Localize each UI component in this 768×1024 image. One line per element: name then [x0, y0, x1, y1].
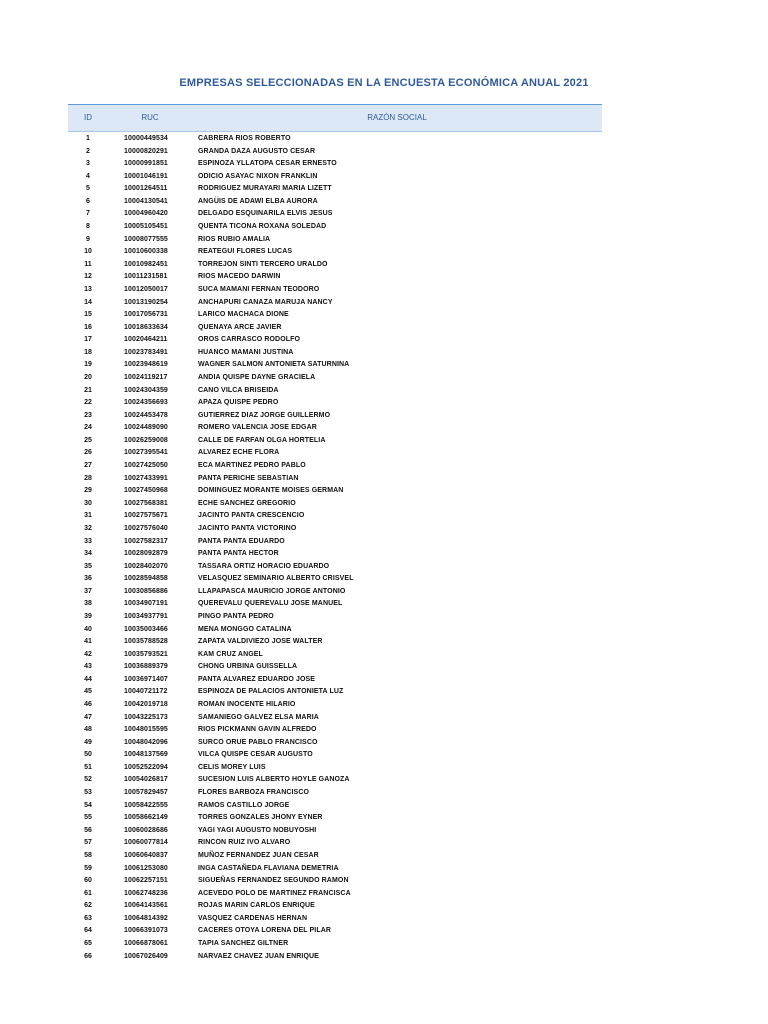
row-id: 37 [84, 587, 92, 595]
row-razon-social: SUCESION LUIS ALBERTO HOYLE GANOZA [198, 776, 350, 784]
row-id: 58 [84, 851, 92, 859]
table-body [68, 133, 602, 963]
row-razon-social: APAZA QUISPE PEDRO [198, 399, 279, 407]
row-id: 28 [84, 474, 92, 482]
row-ruc: 10062257151 [124, 877, 168, 885]
row-id: 54 [84, 801, 92, 809]
row-razon-social: PINGO PANTA PEDRO [198, 612, 274, 620]
table-row [68, 649, 602, 662]
table-row [68, 498, 602, 511]
table-row [68, 208, 602, 221]
row-razon-social: DELGADO ESQUINARILA ELVIS JESUS [198, 210, 333, 218]
table-row [68, 611, 602, 624]
row-id: 42 [84, 650, 92, 658]
row-ruc: 10024453478 [124, 411, 168, 419]
row-ruc: 10024356693 [124, 399, 168, 407]
row-ruc: 10061253080 [124, 864, 168, 872]
row-razon-social: ESPINOZA YLLATOPA CESAR ERNESTO [198, 160, 337, 168]
row-razon-social: PANTA PANTA HECTOR [198, 550, 279, 558]
row-razon-social: SUCA MAMANI FERNAN TEODORO [198, 285, 320, 293]
row-id: 64 [84, 927, 92, 935]
row-ruc: 10034937791 [124, 612, 168, 620]
row-id: 40 [84, 625, 92, 633]
row-razon-social: ALVAREZ ECHE FLORA [198, 449, 280, 457]
row-id: 12 [84, 273, 92, 281]
table-header [68, 104, 602, 132]
row-razon-social: PANTA PERICHE SEBASTIAN [198, 474, 299, 482]
row-id: 18 [84, 348, 92, 356]
row-id: 26 [84, 449, 92, 457]
row-razon-social: GUTIERREZ DIAZ JORGE GUILLERMO [198, 411, 331, 419]
table-row [68, 246, 602, 259]
row-razon-social: TORREJON SINTI TERCERO URALDO [198, 260, 328, 268]
row-ruc: 10024119217 [124, 373, 168, 381]
row-id: 35 [84, 562, 92, 570]
row-razon-social: VILCA QUISPE CESAR AUGUSTO [198, 751, 313, 759]
column-header-razon-social: RAZÓN SOCIAL [367, 113, 427, 122]
row-id: 50 [84, 751, 92, 759]
table-row [68, 146, 602, 159]
row-razon-social: JACINTO PANTA VICTORINO [198, 524, 297, 532]
table-row [68, 800, 602, 813]
row-id: 48 [84, 726, 92, 734]
row-ruc: 10024489090 [124, 424, 168, 432]
row-razon-social: TORRES GONZALES JHONY EYNER [198, 814, 323, 822]
row-razon-social: ODICIO ASAYAC NIXON FRANKLIN [198, 172, 318, 180]
row-ruc: 10060077814 [124, 839, 168, 847]
row-razon-social: OROS CARRASCO RODOLFO [198, 336, 301, 344]
row-razon-social: LLAPAPASCA MAURICIO JORGE ANTONIO [198, 587, 346, 595]
row-id: 49 [84, 738, 92, 746]
row-razon-social: PANTA PANTA EDUARDO [198, 537, 285, 545]
row-razon-social: ANCHAPURI CANAZA MARUJA NANCY [198, 298, 333, 306]
table-row [68, 925, 602, 938]
row-ruc: 10023948619 [124, 361, 168, 369]
row-id: 46 [84, 701, 92, 709]
row-ruc: 10024304359 [124, 386, 168, 394]
row-id: 16 [84, 323, 92, 331]
row-ruc: 10034907191 [124, 600, 168, 608]
row-ruc: 10008077555 [124, 235, 168, 243]
row-ruc: 10064814392 [124, 914, 168, 922]
row-ruc: 10057829457 [124, 789, 168, 797]
row-razon-social: WAGNER SALMON ANTONIETA SATURNINA [198, 361, 350, 369]
row-razon-social: CELIS MOREY LUIS [198, 763, 266, 771]
table-row [68, 435, 602, 448]
row-razon-social: RAMOS CASTILLO JORGE [198, 801, 290, 809]
row-id: 45 [84, 688, 92, 696]
table-row [68, 812, 602, 825]
row-ruc: 10012050017 [124, 285, 168, 293]
row-id: 59 [84, 864, 92, 872]
row-id: 36 [84, 575, 92, 583]
column-header-id: ID [84, 113, 92, 122]
row-ruc: 10048137569 [124, 751, 168, 759]
row-id: 30 [84, 499, 92, 507]
row-razon-social: GRANDA DAZA AUGUSTO CESAR [198, 147, 316, 155]
row-razon-social: CACERES OTOYA LORENA DEL PILAR [198, 927, 332, 935]
row-razon-social: INGA CASTAÑEDA FLAVIANA DEMETRIA [198, 864, 339, 872]
table-row [68, 875, 602, 888]
row-ruc: 10035793521 [124, 650, 168, 658]
page-title: EMPRESAS SELECCIONADAS EN LA ENCUESTA ECONÓMICA ANUAL 2021 [179, 77, 589, 89]
row-razon-social: NARVAEZ CHAVEZ JUAN ENRIQUE [198, 952, 319, 960]
row-id: 51 [84, 763, 92, 771]
row-ruc: 10028402070 [124, 562, 168, 570]
table-row [68, 523, 602, 536]
table-row [68, 837, 602, 850]
row-id: 15 [84, 311, 92, 319]
row-ruc: 10067026409 [124, 952, 168, 960]
row-razon-social: SURCO ORUE PABLO FRANCISCO [198, 738, 318, 746]
row-ruc: 10027395541 [124, 449, 168, 457]
row-razon-social: ECA MARTINEZ PEDRO PABLO [198, 462, 306, 470]
row-ruc: 10066878061 [124, 940, 168, 947]
table-row [68, 397, 602, 410]
table-row [68, 850, 602, 863]
row-id: 41 [84, 638, 92, 646]
row-ruc: 10001264511 [124, 185, 168, 193]
row-id: 9 [86, 235, 90, 243]
table-row [68, 774, 602, 787]
row-ruc: 10040721172 [124, 688, 168, 696]
row-ruc: 10066391073 [124, 927, 168, 935]
table-row [68, 674, 602, 687]
row-id: 19 [84, 361, 92, 369]
table-row [68, 460, 602, 473]
row-ruc: 10060028686 [124, 826, 168, 834]
row-ruc: 10042019718 [124, 701, 168, 709]
row-id: 27 [84, 462, 92, 470]
table-row [68, 561, 602, 574]
row-razon-social: ROJAS MARIN CARLOS ENRIQUE [198, 902, 315, 910]
table-row [68, 196, 602, 209]
row-ruc: 10058422555 [124, 801, 168, 809]
row-ruc: 10027433991 [124, 474, 168, 482]
row-id: 57 [84, 839, 92, 847]
table-row [68, 183, 602, 196]
row-ruc: 10062748236 [124, 889, 168, 897]
row-razon-social: TAPIA SANCHEZ GILTNER [198, 940, 289, 947]
table-row [68, 712, 602, 725]
row-ruc: 10020464211 [124, 336, 168, 344]
row-razon-social: RINCON RUIZ IVO ALVARO [198, 839, 291, 847]
row-razon-social: ROMAN INOCENTE HILARIO [198, 701, 296, 709]
row-id: 7 [86, 210, 90, 218]
column-header-ruc: RUC [141, 113, 159, 122]
row-ruc: 10010982451 [124, 260, 168, 268]
table-row [68, 422, 602, 435]
row-ruc: 10000991851 [124, 160, 168, 168]
row-ruc: 10060640837 [124, 851, 168, 859]
table-row [68, 938, 602, 951]
row-razon-social: TASSARA ORTIZ HORACIO EDUARDO [198, 562, 330, 570]
row-razon-social: ACEVEDO POLO DE MARTINEZ FRANCISCA [198, 889, 351, 897]
companies-table [68, 104, 602, 963]
row-razon-social: CALLE DE FARFAN OLGA HORTELIA [198, 436, 326, 444]
table-row [68, 951, 602, 964]
row-id: 43 [84, 663, 92, 671]
row-ruc: 10052522094 [124, 763, 168, 771]
table-row [68, 900, 602, 913]
table-row [68, 347, 602, 360]
row-ruc: 10027576040 [124, 524, 168, 532]
row-razon-social: RIOS MACEDO DARWIN [198, 273, 281, 281]
row-ruc: 10010600338 [124, 248, 168, 256]
table-row [68, 699, 602, 712]
row-ruc: 10027575671 [124, 512, 168, 520]
row-razon-social: HUANCO MAMANI JUSTINA [198, 348, 294, 356]
row-id: 14 [84, 298, 92, 306]
table-row [68, 686, 602, 699]
row-ruc: 10023783491 [124, 348, 168, 356]
row-ruc: 10064143561 [124, 902, 168, 910]
row-razon-social: CHONG URBINA GUISSELLA [198, 663, 298, 671]
row-id: 63 [84, 914, 92, 922]
row-id: 44 [84, 675, 92, 683]
table-row [68, 485, 602, 498]
row-ruc: 10035788528 [124, 638, 168, 646]
table-row [68, 825, 602, 838]
row-id: 17 [84, 336, 92, 344]
row-id: 47 [84, 713, 92, 721]
row-id: 4 [86, 172, 90, 180]
row-razon-social: RODRIGUEZ MURAYARI MARIA LIZETT [198, 185, 332, 193]
row-ruc: 10013190254 [124, 298, 168, 306]
table-row [68, 624, 602, 637]
row-id: 5 [86, 185, 90, 193]
row-razon-social: DOMINGUEZ MORANTE MOISES GERMAN [198, 487, 344, 495]
row-id: 21 [84, 386, 92, 394]
row-razon-social: PANTA ALVAREZ EDUARDO JOSE [198, 675, 316, 683]
table-row [68, 586, 602, 599]
row-ruc: 10035003466 [124, 625, 168, 633]
row-ruc: 10036971407 [124, 675, 168, 683]
table-row [68, 888, 602, 901]
row-razon-social: KAM CRUZ ANGEL [198, 650, 263, 658]
row-razon-social: QUEREVALU QUEREVALU JOSE MANUEL [198, 600, 343, 608]
row-ruc: 10036889379 [124, 663, 168, 671]
row-id: 62 [84, 902, 92, 910]
row-id: 24 [84, 424, 92, 432]
table-row [68, 271, 602, 284]
table-row [68, 359, 602, 372]
row-id: 25 [84, 436, 92, 444]
row-id: 66 [84, 952, 92, 960]
table-row [68, 573, 602, 586]
row-ruc: 10004130541 [124, 197, 168, 205]
row-ruc: 10043225173 [124, 713, 168, 721]
row-razon-social: RIOS PICKMANN GAVIN ALFREDO [198, 726, 317, 734]
table-row [68, 548, 602, 561]
row-ruc: 10011231581 [124, 273, 168, 281]
row-ruc: 10001046191 [124, 172, 168, 180]
row-id: 32 [84, 524, 92, 532]
row-id: 65 [84, 940, 92, 947]
row-id: 23 [84, 411, 92, 419]
table-row [68, 536, 602, 549]
row-id: 8 [86, 223, 90, 231]
row-id: 11 [84, 260, 92, 268]
table-row [68, 661, 602, 674]
row-id: 60 [84, 877, 92, 885]
row-razon-social: SIGUEÑAS FERNANDEZ SEGUNDO RAMON [198, 877, 349, 885]
row-id: 20 [84, 373, 92, 381]
row-ruc: 10000449534 [124, 135, 168, 142]
row-ruc: 10027582317 [124, 537, 168, 545]
row-razon-social: ESPINOZA DE PALACIOS ANTONIETA LUZ [198, 688, 344, 696]
row-id: 10 [84, 248, 92, 256]
table-row [68, 787, 602, 800]
row-ruc: 10005105451 [124, 223, 168, 231]
row-id: 61 [84, 889, 92, 897]
row-razon-social: ECHE SANCHEZ GREGORIO [198, 499, 296, 507]
row-id: 55 [84, 814, 92, 822]
row-ruc: 10028092879 [124, 550, 168, 558]
row-razon-social: LARICO MACHACA DIONE [198, 311, 289, 319]
row-razon-social: ZAPATA VALDIVIEZO JOSE WALTER [198, 638, 323, 646]
table-row [68, 133, 602, 146]
table-row [68, 724, 602, 737]
row-razon-social: ANDIA QUISPE DAYNE GRACIELA [198, 373, 316, 381]
table-row [68, 447, 602, 460]
table-row [68, 297, 602, 310]
row-id: 13 [84, 285, 92, 293]
table-row [68, 322, 602, 335]
row-ruc: 10028594858 [124, 575, 168, 583]
table-row [68, 636, 602, 649]
row-razon-social: REATEGUI FLORES LUCAS [198, 248, 293, 256]
row-razon-social: JACINTO PANTA CRESCENCIO [198, 512, 305, 520]
row-ruc: 10027450968 [124, 487, 168, 495]
row-id: 31 [84, 512, 92, 520]
row-id: 56 [84, 826, 92, 834]
row-ruc: 10004960420 [124, 210, 168, 218]
row-razon-social: MENA MONGGO CATALINA [198, 625, 292, 633]
row-id: 3 [86, 160, 90, 168]
row-razon-social: ROMERO VALENCIA JOSE EDGAR [198, 424, 317, 432]
row-id: 29 [84, 487, 92, 495]
row-ruc: 10058662149 [124, 814, 168, 822]
row-ruc: 10027425050 [124, 462, 168, 470]
table-row [68, 473, 602, 486]
row-razon-social: QUENAYA ARCE JAVIER [198, 323, 282, 331]
row-razon-social: CANO VILCA BRISEIDA [198, 386, 279, 394]
table-row [68, 334, 602, 347]
table-row [68, 762, 602, 775]
row-id: 1 [86, 135, 90, 142]
table-row [68, 284, 602, 297]
table-row [68, 737, 602, 750]
table-row [68, 863, 602, 876]
row-ruc: 10000820291 [124, 147, 168, 155]
row-ruc: 10054026817 [124, 776, 168, 784]
table-row [68, 309, 602, 322]
row-ruc: 10026259008 [124, 436, 168, 444]
row-razon-social: CABRERA RIOS ROBERTO [198, 135, 291, 142]
row-id: 52 [84, 776, 92, 784]
row-id: 38 [84, 600, 92, 608]
row-id: 39 [84, 612, 92, 620]
table-row [68, 234, 602, 247]
row-razon-social: RIOS RUBIO AMALIA [198, 235, 271, 243]
row-id: 34 [84, 550, 92, 558]
row-razon-social: VASQUEZ CARDENAS HERNAN [198, 914, 308, 922]
row-id: 2 [86, 147, 90, 155]
row-id: 22 [84, 399, 92, 407]
table-row [68, 171, 602, 184]
row-razon-social: SAMANIEGO GALVEZ ELSA MARIA [198, 713, 319, 721]
row-ruc: 10018633634 [124, 323, 168, 331]
table-row [68, 510, 602, 523]
table-row [68, 158, 602, 171]
row-ruc: 10048042096 [124, 738, 168, 746]
table-row [68, 259, 602, 272]
row-ruc: 10017056731 [124, 311, 168, 319]
table-row [68, 385, 602, 398]
row-razon-social: MUÑOZ FERNANDEZ JUAN CESAR [198, 851, 319, 859]
row-razon-social: VELASQUEZ SEMINARIO ALBERTO CRISVEL [198, 575, 354, 583]
table-row [68, 410, 602, 423]
table-row [68, 913, 602, 926]
row-razon-social: YAGI YAGI AUGUSTO NOBUYOSHI [198, 826, 317, 834]
table-row [68, 598, 602, 611]
row-id: 6 [86, 197, 90, 205]
row-razon-social: FLORES BARBOZA FRANCISCO [198, 789, 310, 797]
row-id: 33 [84, 537, 92, 545]
table-row [68, 372, 602, 385]
row-ruc: 10027568381 [124, 499, 168, 507]
row-ruc: 10048015595 [124, 726, 168, 734]
row-razon-social: ANGÜIS DE ADAWI ELBA AURORA [198, 197, 318, 205]
table-row [68, 749, 602, 762]
row-ruc: 10030856886 [124, 587, 168, 595]
row-id: 53 [84, 789, 92, 797]
table-row [68, 221, 602, 234]
row-razon-social: QUENTA TICONA ROXANA SOLEDAD [198, 223, 327, 231]
